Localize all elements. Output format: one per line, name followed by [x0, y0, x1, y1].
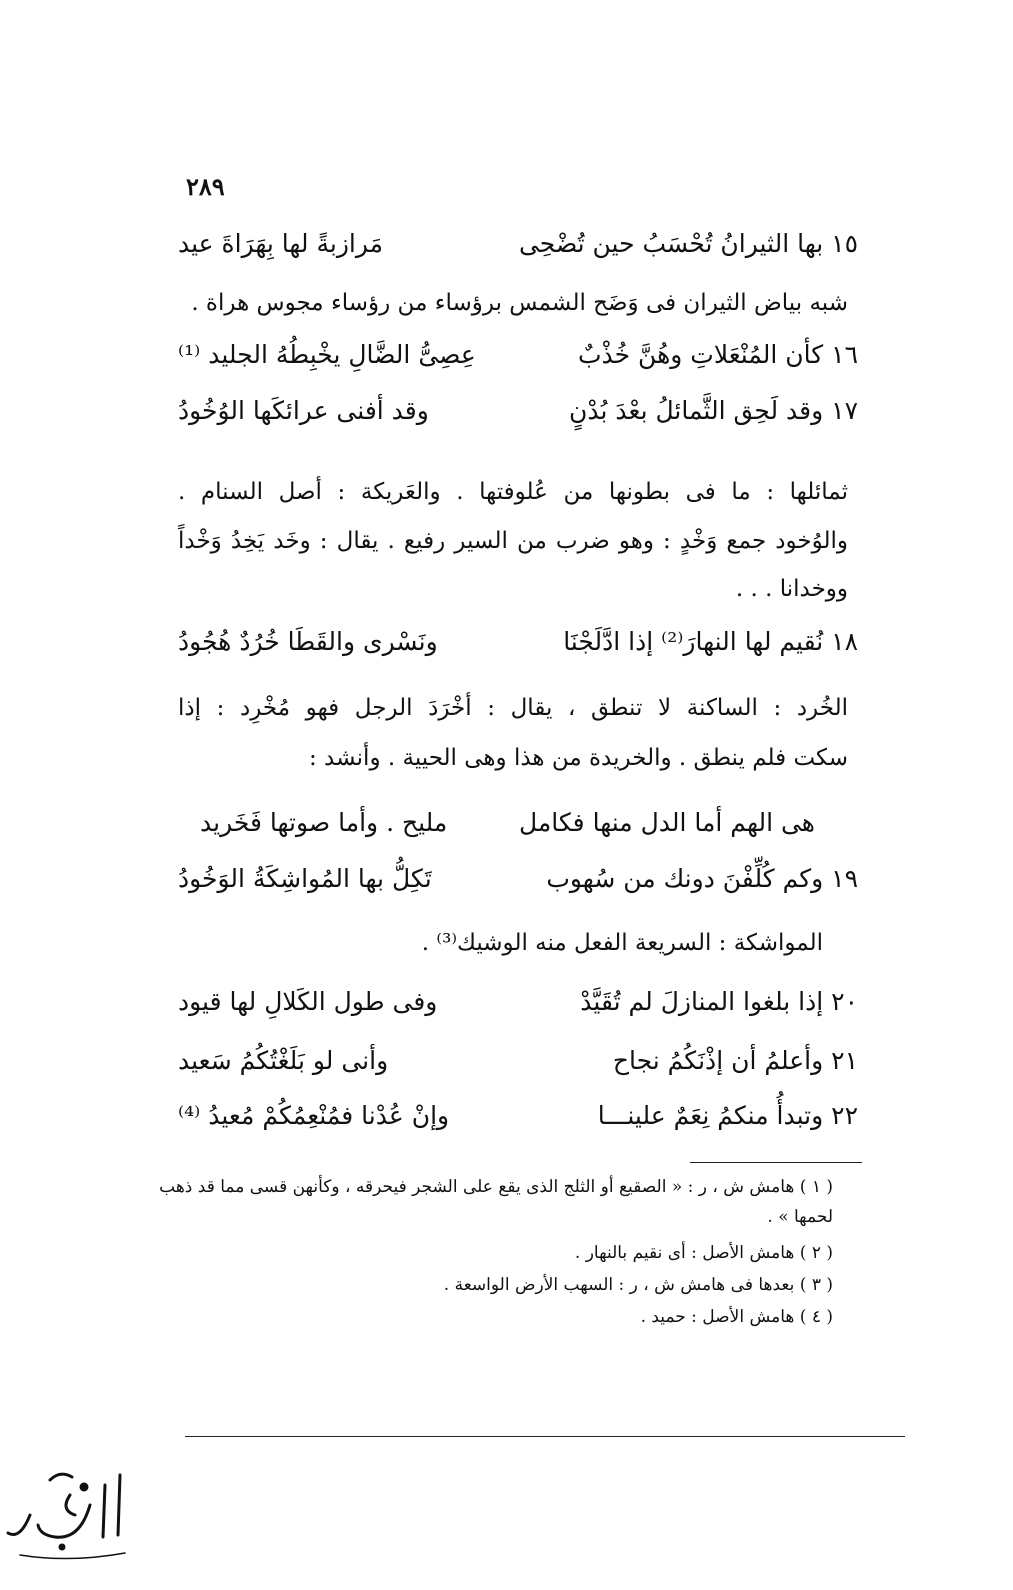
- gloss-line: ووخدانا . . .: [735, 576, 848, 602]
- verse-line: [178, 861, 858, 897]
- verse-line: [178, 1098, 858, 1134]
- footnote: ( ٢ ) هامش الأصل : أى نقيم بالنهار .: [574, 1243, 833, 1263]
- verse-hemistich-first: هى الهم أما الدل منها فكامل: [518, 808, 815, 837]
- page-bottom-rule: [185, 1436, 905, 1437]
- verse-hemistich-second: وإنْ عُدْنا فمُنْعِمُكُمْ مُعيدُ ⁽⁴⁾: [178, 1101, 450, 1130]
- footnote-divider: [690, 1162, 862, 1163]
- verse-hemistich-second: وأنى لو بَلَغْتُكُمُ سَعيد: [178, 1046, 389, 1075]
- verse-line: [178, 337, 858, 373]
- verse-hemistich-second: عِصِىُّ الضَّالِ يخْبِطُهُ الجليد ⁽¹⁾: [178, 340, 476, 369]
- gloss-line: ثمائلها : ما فى بطونها من عُلوفتها . والعَريكة : أصل السنام .: [178, 479, 848, 505]
- verse-hemistich-first: ١٨ نُقيم لها النهارَ⁽²⁾ إذا ادَّلَجْنَا: [563, 627, 858, 656]
- calligraphy-stamp-logo: [0, 1455, 140, 1575]
- verse-hemistich-first: ٢٢ وتبدأُ منكمُ نِعَمٌ علينـــا: [597, 1101, 858, 1130]
- verse-hemistich-second: مليح . وأما صوتها فَخَريد: [200, 808, 448, 837]
- footnote: لحمها » .: [767, 1207, 833, 1227]
- footnote: ( ١ ) هامش ش ، ر : « الصقيع أو الثلج الذى يقع على الشجر فيحرقه ، وكأنهن قسى مما قد ذهب: [159, 1177, 833, 1197]
- verse-hemistich-first: ١٩ وكم كُلِّفْنَ دونك من سُهوب: [546, 864, 858, 893]
- verse-hemistich-first: ١٧ وقد لَحِق الثَّمائلُ بعْدَ بُدْنٍ: [569, 396, 858, 425]
- verse-line: [178, 1043, 858, 1079]
- verse-hemistich-first: ٢٠ إذا بلغوا المنازلَ لم تُقَيَّدْ: [580, 987, 858, 1016]
- verse-hemistich-second: ونَسْرى والقَطَا خُرُدٌ هُجُودُ: [178, 627, 438, 656]
- gloss-line: سكت فلم ينطق . والخريدة من هذا وهى الحيية . وأنشد :: [309, 745, 848, 771]
- page-number: ٢٨٩: [186, 172, 225, 201]
- verse-hemistich-first: ١٦ كأن المُنْعَلاتِ وهُنَّ خُذْبٌ: [578, 340, 858, 369]
- gloss-line: المواشكة : السريعة الفعل منه الوشيك⁽³⁾ .: [421, 930, 823, 956]
- verse-hemistich-first: ٢١ وأعلمُ أن إذْنَكُمُ نجاح: [612, 1046, 858, 1075]
- footnote: ( ٤ ) هامش الأصل : حميد .: [640, 1307, 833, 1327]
- gloss-line: والوُخود جمع وَخْدٍ : وهو ضرب من السير رفيع . يقال : وخَد يَخِدُ وَخْداً: [178, 528, 848, 554]
- quoted-verse: [200, 805, 815, 841]
- verse-hemistich-second: تَكِلُّ بها المُواشِكَةُ الوَخُودُ: [178, 864, 432, 893]
- gloss-line: شبه بياض الثيران فى وَضَح الشمس برؤساء من رؤساء مجوس هراة .: [191, 290, 848, 316]
- verse-hemistich-second: وفى طول الكَلالِ لها قيود: [178, 987, 438, 1016]
- footnote: ( ٣ ) بعدها فى هامش ش ، ر : السهب الأرض الواسعة .: [443, 1275, 833, 1295]
- verse-line: [178, 984, 858, 1020]
- verse-line: [178, 624, 858, 660]
- verse-hemistich-second: وقد أفنى عرائكَها الوُخُودُ: [178, 396, 429, 425]
- gloss-line: الخُرد : الساكنة لا تنطق ، يقال : أخْرَدَ الرجل فهو مُخْرِد : إذا: [178, 695, 848, 721]
- verse-line: [178, 226, 858, 262]
- verse-hemistich-second: مَرازبةً لها بِهَرَاةَ عيد: [178, 229, 384, 258]
- verse-line: [178, 393, 858, 429]
- verse-hemistich-first: ١٥ بها الثيرانُ تُحْسَبُ حين تُضْحِى: [518, 229, 858, 258]
